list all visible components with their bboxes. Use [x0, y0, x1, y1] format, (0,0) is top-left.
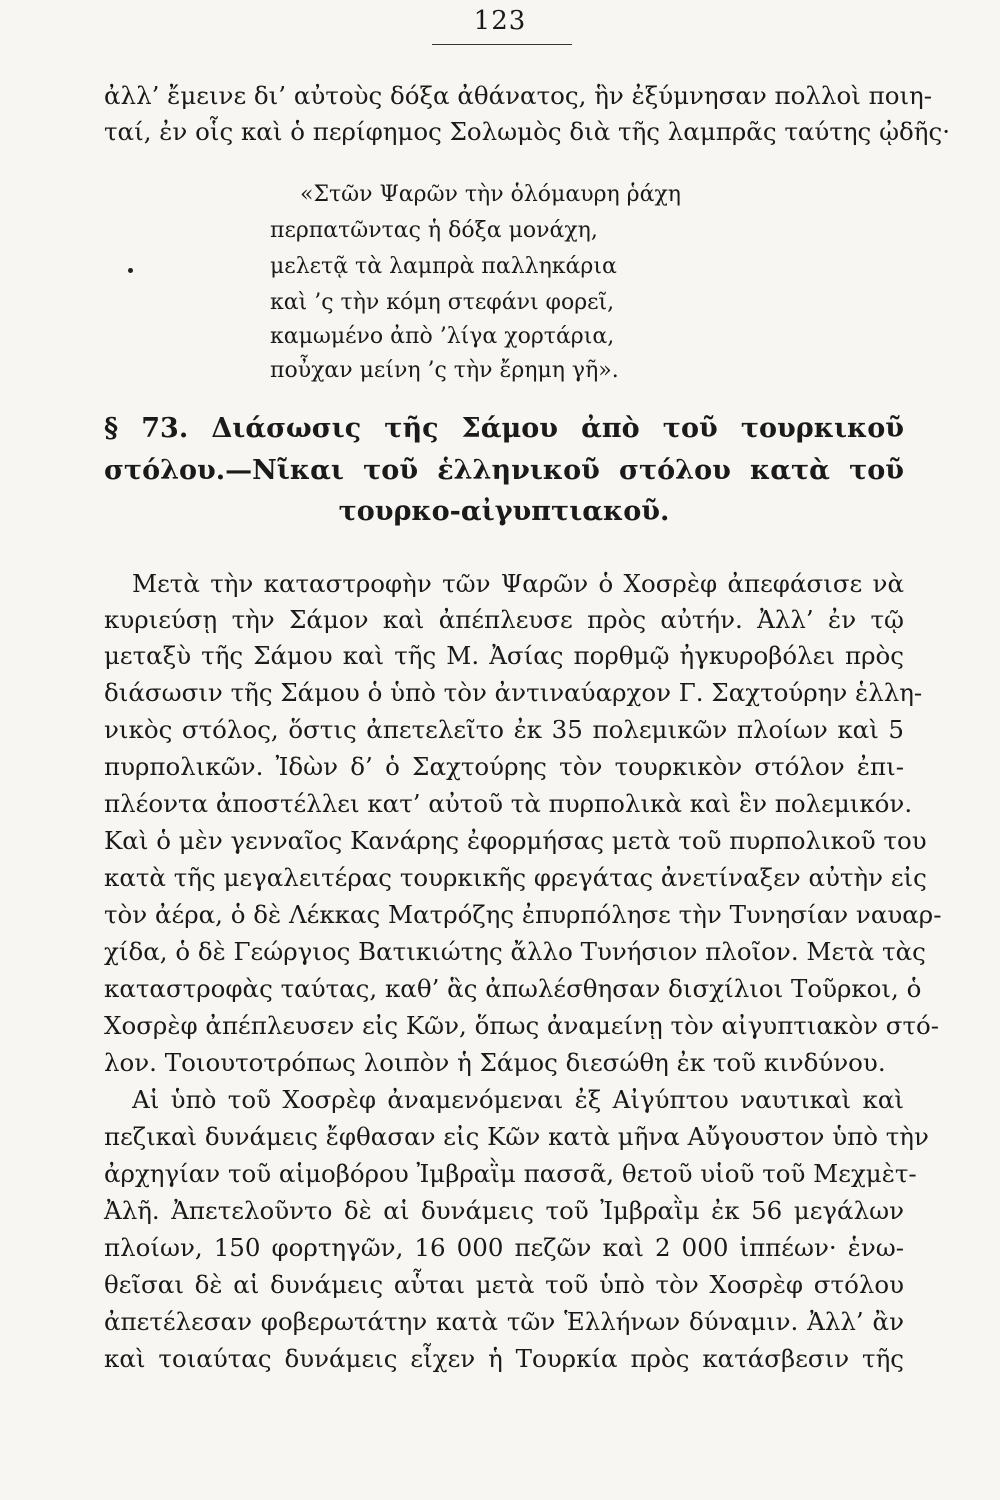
text-line: πλοίων, 150 φορτηγῶν, 16 000 πεζῶν καὶ 2 000 ἱππέων· ἑνω- [104, 1233, 904, 1262]
text-line: ἀπετέλεσαν φοβερωτάτην κατὰ τῶν Ἑλλήνων δύναμιν. Ἀλλ’ ἂν [104, 1307, 904, 1336]
text-line: ἀλλ’ ἔμεινε δι’ αὐτοὺς δόξα ἀθάνατος, ἣν ἐξύμνησαν πολλοὶ ποιη- [104, 81, 933, 110]
page-number: 123 [473, 6, 527, 36]
text-line: διάσωσιν τῆς Σάμου ὁ ὑπὸ τὸν ἀντιναύαρχον Γ. Σαχτούρην ἑλλη- [104, 678, 923, 707]
section-heading-line: § 73. Διάσωσις τῆς Σάμου ἀπὸ τοῦ τουρκικοῦ [104, 413, 904, 444]
text-line: πεζικαὶ δυνάμεις ἔφθασαν εἰς Κῶν κατὰ μῆνα Αὔγουστον ὑπὸ τὴν [104, 1122, 929, 1151]
text-line: χίδα, ὁ δὲ Γεώργιος Βατικιώτης ἄλλο Τυνήσιον πλοῖον. Μετὰ τὰς [104, 937, 926, 966]
text-line: πυρπολικῶν. Ἰδὼν δ’ ὁ Σαχτούρης τὸν τουρκικὸν στόλον ἐπι- [104, 752, 904, 781]
poem-line: περπατῶντας ἡ δόξα μονάχη, [270, 218, 598, 243]
text-line: ταί, ἐν οἷς καὶ ὁ περίφημος Σολωμὸς διὰ τῆς λαμπρᾶς ταύτης ᾠδῆς· [104, 117, 950, 146]
section-heading-line: τουρκο-αἰγυπτιακοῦ. [338, 496, 670, 527]
print-mark [128, 268, 133, 273]
text-line: κυριεύσῃ τὴν Σάμον καὶ ἀπέπλευσε πρὸς αὐτήν. Ἀλλ’ ἐν τῷ [104, 605, 904, 634]
poem-line: καὶ ’ς τὴν κόμη στεφάνι φορεῖ, [270, 290, 615, 315]
text-line: μεταξὺ τῆς Σάμου καὶ τῆς Μ. Ἀσίας πορθμῷ ἠγκυροβόλει πρὸς [104, 641, 904, 670]
poem-line: μελετᾷ τὰ λαμπρὰ παλληκάρια [270, 254, 617, 279]
text-line: Χοσρὲφ ἀπέπλευσεν εἰς Κῶν, ὅπως ἀναμείνῃ τὸν αἰγυπτιακὸν στό- [104, 1011, 940, 1040]
poem-line: ποὖχαν μείνη ’ς τὴν ἔρημη γῆ». [270, 358, 619, 383]
text-line: καὶ τοιαύτας δυνάμεις εἶχεν ἡ Τουρκία πρὸς κατάσβεσιν τῆς [104, 1344, 904, 1373]
text-line: θεῖσαι δὲ αἱ δυνάμεις αὗται μετὰ τοῦ ὑπὸ τὸν Χοσρὲφ στόλου [104, 1270, 904, 1299]
text-line: Ἀλῆ. Ἀπετελοῦντο δὲ αἱ δυνάμεις τοῦ Ἰμβραῒμ ἐκ 56 μεγάλων [104, 1196, 904, 1225]
text-line: καταστροφὰς ταύτας, καθ’ ἃς ἀπωλέσθησαν δισχίλιοι Τοῦρκοι, ὁ [104, 974, 922, 1003]
poem-line: «Στῶν Ψαρῶν τὴν ὁλόμαυρη ῥάχη [300, 182, 681, 207]
text-line: ἀρχηγίαν τοῦ αἱμοβόρου Ἰμβραῒμ πασσᾶ, θετοῦ υἱοῦ τοῦ Μεχμὲτ- [104, 1159, 917, 1188]
text-line: Καὶ ὁ μὲν γενναῖος Κανάρης ἐφορμήσας μετὰ τοῦ πυρπολικοῦ του [104, 826, 927, 855]
section-heading-line: στόλου.—Νῖκαι τοῦ ἑλληνικοῦ στόλου κατὰ τοῦ [104, 455, 904, 486]
text-line: τὸν ἀέρα, ὁ δὲ Λέκκας Ματρόζης ἐπυρπόλησε τὴν Τυνησίαν ναυαρ- [104, 900, 942, 929]
text-line: κατὰ τῆς μεγαλειτέρας τουρκικῆς φρεγάτας ἀνετίναξεν αὐτὴν εἰς [104, 863, 927, 892]
text-line: νικὸς στόλος, ὅστις ἀπετελεῖτο ἐκ 35 πολεμικῶν πλοίων καὶ 5 [104, 715, 904, 744]
poem-line: καμωμένο ἀπὸ ’λίγα χορτάρια, [270, 324, 615, 349]
text-line: πλέοντα ἀποστέλλει κατ’ αὐτοῦ τὰ πυρπολικὰ καὶ ἓν πολεμικόν. [104, 789, 913, 818]
text-line: Μετὰ τὴν καταστροφὴν τῶν Ψαρῶν ὁ Χοσρὲφ ἀπεφάσισε νὰ [132, 569, 904, 598]
text-line: λον. Τοιουτοτρόπως λοιπὸν ἡ Σάμος διεσώθη ἐκ τοῦ κινδύνου. [104, 1048, 886, 1077]
text-line: Αἱ ὑπὸ τοῦ Χοσρὲφ ἀναμενόμεναι ἐξ Αἰγύπτου ναυτικαὶ καὶ [132, 1085, 904, 1114]
header-rule [432, 44, 572, 45]
